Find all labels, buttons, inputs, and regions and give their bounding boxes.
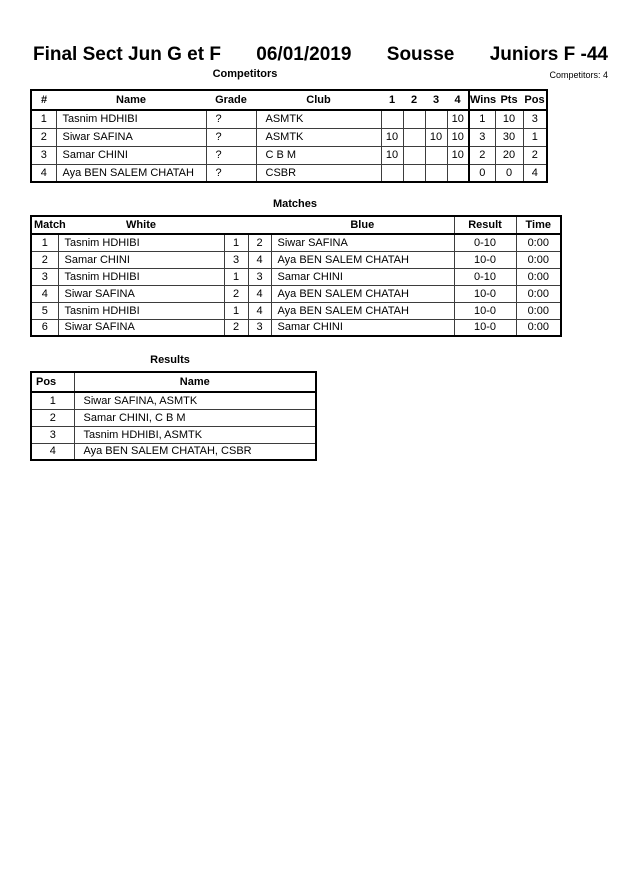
result-name: Aya BEN SALEM CHATAH, CSBR [74,443,316,460]
score-vs-1 [381,164,403,182]
score-vs-3: 10 [425,128,447,146]
title-event: Final Sect Jun G et F [33,44,221,65]
white-player-num: 2 [224,285,248,302]
blue-player-num: 4 [248,251,271,268]
competitor-num: 4 [31,164,56,182]
col-header-round-4: 4 [447,90,469,110]
blue-player-num: 2 [248,234,271,251]
competitor-pts: 0 [495,164,523,182]
match-number: 3 [31,268,58,285]
competitor-wins: 2 [469,146,495,164]
competitors-count: Competitors: 4 [549,70,608,80]
col-header-wins: Wins [469,90,495,110]
match-result: 10-0 [454,302,516,319]
competitor-row [31,164,547,182]
title-date: 06/01/2019 [256,44,352,65]
competitor-grade: ? [206,128,256,146]
blue-player-name: Samar CHINI [271,268,454,285]
blue-player-num: 3 [248,319,271,336]
col-header-white: White [58,216,271,234]
competitor-grade: ? [206,146,256,164]
match-result: 10-0 [454,319,516,336]
blue-player-num: 4 [248,302,271,319]
match-row [31,234,561,251]
score-vs-3 [425,164,447,182]
white-player-num: 3 [224,251,248,268]
competitor-wins: 3 [469,128,495,146]
competitor-num: 3 [31,146,56,164]
match-number: 5 [31,302,58,319]
match-row [31,251,561,268]
competitor-pts: 10 [495,110,523,128]
score-vs-2 [403,146,425,164]
white-player-name: Tasnim HDHIBI [58,302,224,319]
competitor-grade: ? [206,110,256,128]
blue-player-name: Siwar SAFINA [271,234,454,251]
col-header-num: # [31,90,56,110]
competitor-pts: 20 [495,146,523,164]
col-header-grade: Grade [206,90,256,110]
score-vs-1 [381,110,403,128]
match-row [31,285,561,302]
col-header-pos: Pos [523,90,547,110]
col-header-time: Time [516,216,561,234]
competitor-num: 1 [31,110,56,128]
results-table [30,371,317,461]
result-row [31,426,316,443]
competitor-pos: 2 [523,146,547,164]
competitor-wins: 0 [469,164,495,182]
competitor-club: ASMTK [256,128,381,146]
title-location: Sousse [386,44,455,65]
match-result: 10-0 [454,251,516,268]
match-row [31,268,561,285]
col-header-round-3: 3 [425,90,447,110]
score-vs-3 [425,146,447,164]
page-title [33,44,608,66]
match-result: 0-10 [454,234,516,251]
match-time: 0:00 [516,285,561,302]
competitors-section-label: Competitors [212,68,278,80]
matches-header-row [31,216,561,234]
blue-player-name: Aya BEN SALEM CHATAH [271,251,454,268]
match-number: 4 [31,285,58,302]
match-time: 0:00 [516,319,561,336]
match-result: 0-10 [454,268,516,285]
result-row [31,443,316,460]
col-header-result: Result [454,216,516,234]
score-vs-4: 10 [447,146,469,164]
competitor-name: Siwar SAFINA [56,128,206,146]
competitor-pos: 3 [523,110,547,128]
white-player-name: Tasnim HDHIBI [58,234,224,251]
blue-player-num: 4 [248,285,271,302]
score-vs-1: 10 [381,146,403,164]
white-player-num: 1 [224,268,248,285]
col-header-round-2: 2 [403,90,425,110]
results-section-label: Results [150,354,190,366]
blue-player-name: Aya BEN SALEM CHATAH [271,302,454,319]
match-number: 1 [31,234,58,251]
competitor-name: Samar CHINI [56,146,206,164]
competitor-pos: 1 [523,128,547,146]
white-player-name: Siwar SAFINA [58,285,224,302]
score-vs-3 [425,110,447,128]
result-pos: 4 [31,443,74,460]
match-row [31,302,561,319]
title-category: Juniors F -44 [489,44,608,65]
col-header-pos: Pos [31,372,74,392]
col-header-club: Club [256,90,381,110]
col-header-round-1: 1 [381,90,403,110]
match-row [31,319,561,336]
white-player-name: Siwar SAFINA [58,319,224,336]
result-name: Tasnim HDHIBI, ASMTK [74,426,316,443]
match-number: 2 [31,251,58,268]
result-pos: 3 [31,426,74,443]
match-number: 6 [31,319,58,336]
competitor-row [31,110,547,128]
match-time: 0:00 [516,268,561,285]
score-vs-4: 10 [447,128,469,146]
score-vs-4: 10 [447,110,469,128]
white-player-num: 1 [224,302,248,319]
blue-player-name: Samar CHINI [271,319,454,336]
col-header-name: Name [74,372,316,392]
result-row [31,409,316,426]
competitor-club: CSBR [256,164,381,182]
col-header-blue: Blue [271,216,454,234]
result-name: Siwar SAFINA, ASMTK [74,392,316,409]
competitors-table [30,89,548,183]
match-time: 0:00 [516,234,561,251]
match-time: 0:00 [516,251,561,268]
competitor-num: 2 [31,128,56,146]
blue-player-num: 3 [248,268,271,285]
competitor-name: Tasnim HDHIBI [56,110,206,128]
col-header-pts: Pts [495,90,523,110]
competitor-club: C B M [256,146,381,164]
score-vs-4 [447,164,469,182]
result-pos: 1 [31,392,74,409]
white-player-num: 1 [224,234,248,251]
competitor-pos: 4 [523,164,547,182]
competitor-grade: ? [206,164,256,182]
score-vs-2 [403,110,425,128]
white-player-name: Tasnim HDHIBI [58,268,224,285]
competitor-row [31,146,547,164]
score-vs-2 [403,128,425,146]
match-result: 10-0 [454,285,516,302]
match-time: 0:00 [516,302,561,319]
competitors-header-row [31,90,547,110]
matches-table [30,215,562,337]
col-header-name: Name [56,90,206,110]
competitor-name: Aya BEN SALEM CHATAH [56,164,206,182]
score-vs-1: 10 [381,128,403,146]
blue-player-name: Aya BEN SALEM CHATAH [271,285,454,302]
competitor-club: ASMTK [256,110,381,128]
white-player-name: Samar CHINI [58,251,224,268]
competitor-pts: 30 [495,128,523,146]
matches-section-label: Matches [272,198,318,210]
results-header-row [31,372,316,392]
result-pos: 2 [31,409,74,426]
result-row [31,392,316,409]
result-name: Samar CHINI, C B M [74,409,316,426]
col-header-match: Match [31,216,58,234]
competitor-wins: 1 [469,110,495,128]
score-vs-2 [403,164,425,182]
competitor-row [31,128,547,146]
white-player-num: 2 [224,319,248,336]
